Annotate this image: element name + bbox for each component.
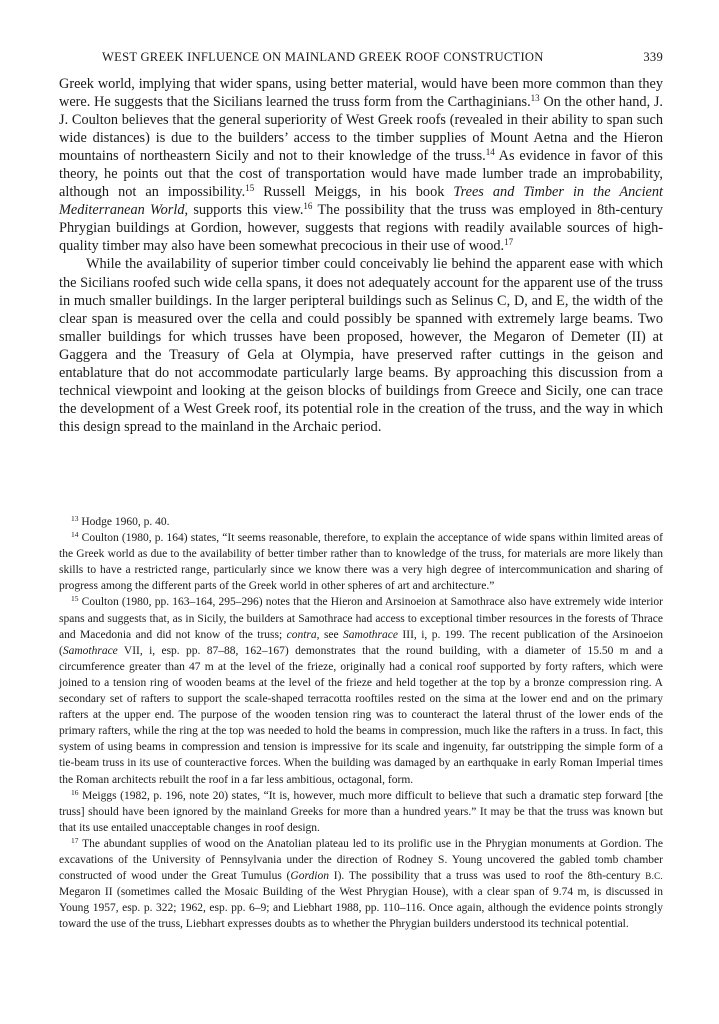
footnote-ref-15[interactable]: 15 [245, 183, 255, 194]
footnote-number: 14 [71, 530, 79, 540]
text-span: Greek world, implying that wider spans, using better material, would have been more common than they were. He suggests that the Sicilians learned the truss form from the Carthaginians. [59, 76, 663, 111]
publication-title: Gordion [290, 870, 329, 883]
footnote-14 [59, 530, 663, 594]
footnote-ref-13[interactable]: 13 [530, 93, 540, 104]
footnote-17 [59, 836, 663, 933]
page-number: 339 [643, 50, 663, 64]
footnote-ref-14[interactable]: 14 [485, 147, 495, 158]
text-span: Russell Meiggs, in his book [254, 184, 454, 201]
footnote-text: Megaron II (sometimes called the Mosaic Building of the West Phrygian House), with a clear span of 9.74 m, is discussed in Young 1957, esp. p. 322; 1962, esp. pp. 6–9; and Liebhart 1988, pp. 110–116. Once again, although the evidence points strongly toward the use of the truss, Liebhart expresses doubts as to whether the Phrygian builders understood its technical potential. [59, 886, 663, 931]
running-title: WEST GREEK INFLUENCE ON MAINLAND GREEK ROOF CONSTRUCTION [102, 50, 544, 64]
footnote-number: 13 [71, 514, 79, 523]
footnote-text: Coulton (1980, p. 164) states, “It seems reasonable, therefore, to explain the acceptance of wide spans within limited areas of the Greek world as due to the availability of better timber rather than to knowledge of the truss, for materials are more likely than skills to have a restricted range, particularly since we know there was a very high degree of intercommunication and sharing of progress among the different parts of the Greek world in other spheres of art and architecture.” [59, 532, 663, 593]
footnote-number: 16 [71, 787, 79, 797]
footnote-text: Meiggs (1982, p. 196, note 20) states, “It is, however, much more difficult to believe that such a dramatic step forward [the truss] should have been ignored by the mainland Greeks for more than a hundred years.” It may be that the truss was known but that its use entailed unacceptable changes in roof design. [59, 789, 663, 834]
publication-title: Samothrace [343, 628, 398, 641]
footnotes [59, 514, 663, 932]
footnote-text: Hodge 1960, p. 40. [78, 516, 170, 528]
paragraph-1 [59, 75, 663, 255]
page [59, 48, 664, 931]
footnote-number: 15 [71, 594, 79, 604]
footnote-13 [59, 514, 663, 530]
footnote-text: Coulton (1980, pp. 163–164, 295–296) notes that the Hieron and Arsinoeion at Samothrace also have extremely wide interior spans and suggests that, as in Sicily, the builders at Samothrace had access to exceptional timber resources in the forests of Thrace and Macedonia and did not know of the truss; [59, 596, 663, 641]
footnote-16 [59, 788, 663, 836]
book-title: Trees and Timber in the Ancient Mediterranean World, [59, 184, 664, 219]
body-text [59, 75, 663, 436]
footnote-text: , see [316, 628, 344, 641]
footnote-number: 17 [71, 835, 79, 845]
era-abbreviation: B.C. [645, 871, 663, 882]
running-header [59, 48, 663, 72]
text-span: The possibility that the truss was employed in 8th-century Phrygian buildings at Gordion, however, suggests that regions with readily available sources of high-quality timber may also have been somewhat precocious in their use of wood. [59, 202, 663, 255]
publication-title: Samothrace [62, 644, 118, 657]
footnote-text: III, i, p. 199. The recent publication of the Arsinoeion ( [59, 628, 663, 657]
footnote-15 [59, 594, 663, 787]
footnote-ref-17[interactable]: 17 [504, 237, 514, 248]
footnote-text: I). The possibility that a truss was used to roof the 8th-century [328, 870, 646, 883]
footnote-ref-16[interactable]: 16 [303, 201, 313, 212]
text-span: As evidence in favor of this theory, he points out that the cost of transportation would have made lumber trade an improbability, although not an impossibility. [59, 148, 663, 201]
footnote-text: The abundant supplies of wood on the Anatolian plateau led to its prolific use in the Phrygian monuments at Gordion. The excavations of the University of Pennsylvania under the direction of Rodney S. Young uncovered the gabled tomb chamber constructed of wood under the Great Tumulus ( [59, 837, 663, 883]
text-span: On the other hand, J. J. Coulton believes that the general superiority of West Greek roofs (revealed in their ability to span such wide distances) is due to the builders’ access to the timber supplies of Mount Aetna and the Hieron mountains of northeastern Sicily and not to their knowledge of the truss. [59, 94, 663, 165]
italic-term: contra [286, 628, 317, 641]
text-span: supports this view. [188, 202, 304, 219]
paragraph-2: While the availability of superior timber could conceivably lie behind the apparent ease with which the Sicilians roofed such wide cella spans, it does not adequately account for the apparent use of the truss in much smaller buildings. In the larger peripteral buildings such as Selinus C, D, and E, the width of the clear span is measured over the cella and could possibly be spanned with extremely large beams. Two smaller buildings for which trusses have been proposed, however, the Megaron of Demeter (II) at Gaggera and the Treasury of Gela at Olympia, have preserved rafter cuttings in the geison and entablature that do not accommodate particularly large beams. By approaching this discussion from a technical viewpoint and looking at the geison blocks of buildings from Greece and Sicily, one can trace the development of a West Greek roof, its potential role in the creation of the truss, and the way in which this design spread to the mainland in the Archaic period. [59, 256, 663, 435]
footnote-text: VII, i, esp. pp. 87–88, 162–167) demonstrates that the round building, with a diameter of 15.50 m and a circumference greater than 47 m at the level of the frieze, originally had a conical roof supported by forty rafters, which were joined to a tension ring of wooden beams at the level of the frieze and held together at the top by a bronze compression ring. A secondary set of rafters to support the scale-shaped terracotta rooftiles rested on the sima at the lower end and on the primary rafters at the upper end. The purpose of the wooden tension ring was to counteract the lateral thrust of the lower ends of the primary rafters, while the ring at the top was needed to hold the beams in compression, much like the rafters in a truss. In fact, this system of using beams in compression and tension is impressive for its scale and ingenuity, far outstripping the simple form of a tie-beam truss in its use of counteractive forces. When the building was damaged by an earthquake in early Roman Imperial times the Roman architects rebuilt the roof in a far less ambitious, octagonal, form. [59, 644, 663, 786]
